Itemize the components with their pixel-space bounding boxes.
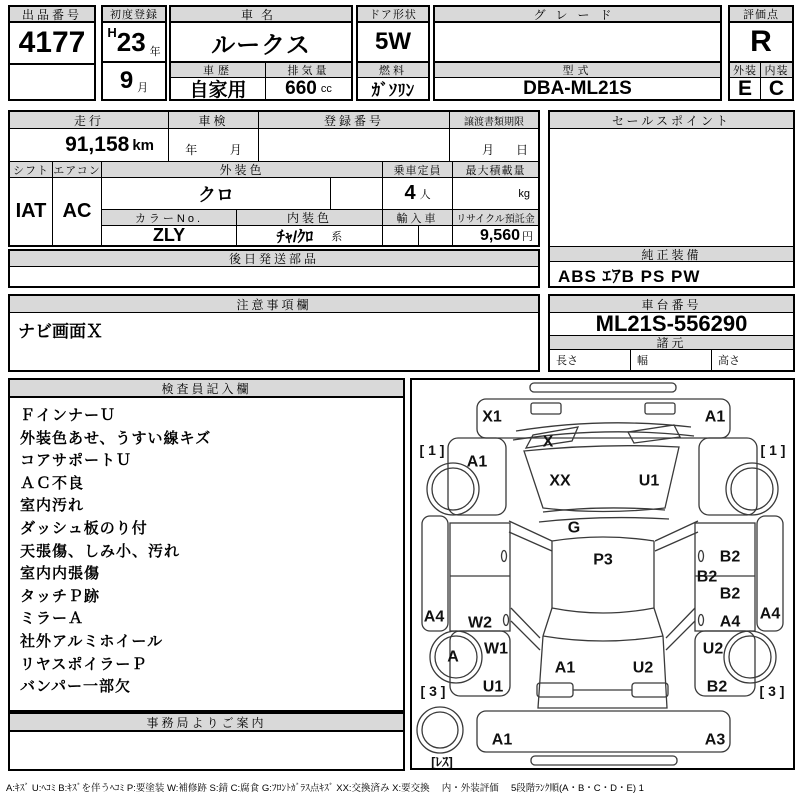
damage-code-label: A1 [554,659,576,677]
damage-code-label: B2 [719,585,741,603]
history-value: 自家用 [171,78,266,99]
score-header: 評価点 [730,7,792,23]
wheel-rear-right [729,636,771,678]
shipping-parts-header: 後日発送部品 [10,251,538,267]
door-fuel-column [356,5,430,101]
auction-no-column [8,5,96,101]
inspector-note-line: ダッシュ板のり付 [20,519,148,537]
damage-code-label: A1 [704,408,726,426]
shipping-parts-section [8,249,540,288]
mileage-unit: km [132,136,154,154]
capacity-header: 乗車定員 [383,162,453,178]
interior-color-suffix: 系 [331,230,343,243]
spare-tire [417,707,463,753]
grade-header: グレード [435,7,720,23]
inspector-section [8,378,405,712]
displacement-number: 660 [285,78,317,99]
damage-code-label: B2 [719,548,741,566]
exterior-color-header: 外装色 [102,162,383,178]
fuel-value: ｶﾞｿﾘﾝ [371,81,415,99]
damage-code-label: A4 [759,605,781,623]
headlight-left [531,403,561,414]
capacity-number: 4 [404,182,416,204]
inspector-notes-list [10,398,403,710]
notes-text: ナビ画面Ｘ [18,322,103,341]
exterior-color-empty-cell [331,178,383,210]
inspection-value [169,129,259,162]
damage-code-label: U2 [702,640,724,658]
a-pillar-left [509,521,552,551]
damage-code-label: XX [549,472,571,490]
rear-window-side [543,608,663,636]
a-pillar-right [655,521,698,551]
office-info-section [8,712,405,771]
damage-code-label: A1 [491,731,513,749]
mileage-value [10,129,169,162]
damage-code-label: W1 [484,640,508,658]
notes-header: 注意事項欄 [10,296,538,313]
damage-code-label: A1 [466,453,488,471]
sales-point-empty-box [550,129,793,246]
door-shape-header: ドア形状 [358,7,428,23]
inspector-note-line: ＦインナーＵ [20,407,117,424]
aircon-header: エアコン [53,162,102,178]
taillight-right [632,683,668,697]
headlight-right [645,403,675,414]
rear-bumper [477,711,730,752]
notes-section [8,294,540,372]
first-registration-column [101,5,167,101]
c-pillar-right [666,608,695,650]
capacity-unit: 人 [419,188,431,201]
wheel-rear-right [724,631,776,683]
front-fender-right [699,438,757,515]
score-column [728,5,794,101]
damage-diagram-box [410,378,795,770]
inspection-header: 車検 [169,112,259,129]
mileage-number: 91,158 [65,133,130,156]
spec-height-cell: 高さ [718,355,740,367]
grade-model-column [433,5,722,101]
damage-code-label: A [447,648,459,666]
inspector-note-line: コアサポートＵ [20,452,133,470]
interior-color-value [237,226,383,245]
specs-header: 諸元 [550,336,793,350]
aircon-value: AC [53,178,102,245]
shift-value: IAT [10,178,53,245]
damage-code-label: X1 [482,408,502,426]
damage-code-label: A4 [719,613,741,631]
rear-window-bottom [543,636,663,641]
damage-code-label: P3 [593,551,613,569]
model-code-header: 型式 [435,63,720,78]
import-car-header: 輸入車 [383,210,453,226]
door-handle [699,615,704,626]
damage-code-label: A3 [704,731,726,749]
recycle-fee-value [453,226,538,245]
first-registration-month [103,63,165,99]
reg-month: 9 [119,67,134,94]
damage-code-label: U1 [482,678,504,696]
chassis-section [548,294,795,372]
roof [552,537,654,608]
chassis-number-value: ML21S-556290 [550,313,793,336]
vehicle-info-table [8,110,540,247]
inspection-month-suffix: 月 [229,143,242,157]
inspector-note-line: ミラーＡ [20,610,85,628]
vehicle-diagram [412,380,793,768]
cowl-line [539,518,669,522]
spare-tire [422,712,458,748]
exterior-grade-header: 外装 [730,63,761,78]
inspector-note-line: タッチＰ跡 [20,587,101,605]
exterior-color-value: クロ [102,178,331,210]
car-name-header: 車名 [171,7,351,23]
chassis-number-header: 車台番号 [550,296,793,313]
spec-length-cell: 長さ [550,350,631,370]
import-cell-divider [418,226,419,245]
wheel-front-right [726,463,778,515]
damage-code-label: U1 [638,472,660,490]
damage-code-labels [420,409,786,768]
year-suffix: 年 [149,46,161,58]
auction-no-header: 出品番号 [10,7,94,23]
color-no-header: カラーNo. [102,210,237,226]
recycle-fee-number: 9,560 [479,226,520,244]
registration-number-header: 登録番号 [259,112,450,129]
damage-code-label: X [542,433,554,451]
displacement-value [266,78,351,99]
reg-year: 23 [116,26,146,57]
auction-no-value: 4177 [10,23,94,65]
interior-color-header: 内装色 [237,210,383,226]
shift-header: シフト [10,162,53,178]
first-registration-year [103,23,165,63]
color-no-value: ZLY [102,226,237,245]
displacement-header: 排気量 [266,63,351,78]
capacity-value [383,178,453,210]
damage-code-label: B2 [706,678,728,696]
door-handle [502,551,507,562]
interior-color-text: ﾁｬ/ｸﾛ [276,229,314,245]
rear-window-top [552,608,654,613]
inspector-note-line: 外装色あせ、うすい線キズ [20,429,212,447]
inspector-note-line: 社外アルミホイール [20,632,164,650]
era-letter: H [107,25,117,40]
wheel-front-left [432,468,474,510]
mileage-header: 走行 [10,112,169,129]
shipping-parts-empty-box [10,267,538,286]
transfer-deadline-header: 譲渡書類期限 [450,112,538,129]
inspector-header: 検査員記入欄 [10,380,403,398]
spec-width-cell: 幅 [631,350,712,370]
car-name-column [169,5,353,101]
inspector-note-line: 室内内張傷 [20,565,101,583]
door-handle [699,551,704,562]
equipment-value: ABS ｴｱB PS PW [558,266,701,286]
inspector-note-line: リヤスポイラーＰ [20,655,148,673]
registration-number-value [259,129,450,162]
wheel-front-left [427,463,479,515]
interior-grade-value: C [768,78,785,99]
damage-code-label: A4 [423,608,445,626]
tire-depth-label: [ 3 ] [420,682,446,699]
model-code-value: DBA-ML21S [523,78,632,99]
first-registration-header: 初度登録 [103,7,165,23]
sales-point-section [548,110,795,288]
displacement-unit: cc [320,82,332,95]
recycle-fee-unit: 円 [522,230,533,243]
interior-grade-header: 内装 [761,63,792,78]
inspector-note-line: バンパー一部欠 [20,678,131,696]
inspector-note-line: 室内汚れ [20,497,85,515]
grade-value [435,23,720,63]
auction-no-empty-box [10,65,94,99]
damage-code-label: B2 [696,568,718,586]
car-outline [417,383,783,765]
tire-depth-label: [ 1 ] [760,441,786,458]
fuel-header: 燃料 [358,63,428,78]
front-fender-left [448,438,506,515]
damage-code-label: W2 [468,614,492,632]
transfer-deadline-value [450,129,538,162]
door-shape-value: 5W [358,23,428,63]
c-pillar-left [511,608,540,650]
office-info-header: 事務局よりご案内 [10,714,403,732]
score-value: R [730,23,792,63]
spare-tire-label: [ﾚｽ] [431,754,453,768]
front-plate-bar [530,383,676,392]
door-handle [504,615,509,626]
office-info-empty-box [10,732,403,769]
tire-depth-label: [ 1 ] [419,441,445,458]
import-car-value [383,226,453,245]
damage-code-label: U2 [632,659,654,677]
recycle-fee-header: リサイクル預託金 [453,210,538,226]
rear-plate-bar [531,756,677,765]
max-load-header: 最大積載量 [453,162,538,178]
inspector-note-line: 天張傷、しみ小、汚れ [20,542,181,560]
sales-point-header: セールスポイント [550,112,793,129]
wheel-front-right [731,468,773,510]
transfer-day-suffix: 日 [515,143,528,157]
car-name-value: ルークス [171,23,351,63]
legend-footer: A:ｷｽﾞ U:ﾍｺﾐ B:ｷｽﾞを伴うﾍｺﾐ P:要塗装 W:補修跡 S:錆 C:腐食 G:ﾌﾛﾝﾄｶﾞﾗｽ点ｷｽﾞ XX:交換済み X:要交換 内・外装評価 5段階ﾗﾝｸ順(A・B・C・D・E) 1 [6,783,644,794]
history-header: 車歴 [171,63,266,78]
equipment-header: 純正装備 [550,246,793,262]
month-suffix: 月 [137,82,149,94]
tire-depth-label: [ 3 ] [759,682,785,699]
inspection-year-suffix: 年 [185,143,198,157]
damage-code-label: G [567,519,581,537]
exterior-grade-value: E [730,78,761,99]
max-load-value: kg [453,178,538,210]
transfer-month-suffix: 月 [481,143,494,157]
taillight-left [537,683,573,697]
inspector-note-line: ＡＣ不良 [20,474,85,492]
